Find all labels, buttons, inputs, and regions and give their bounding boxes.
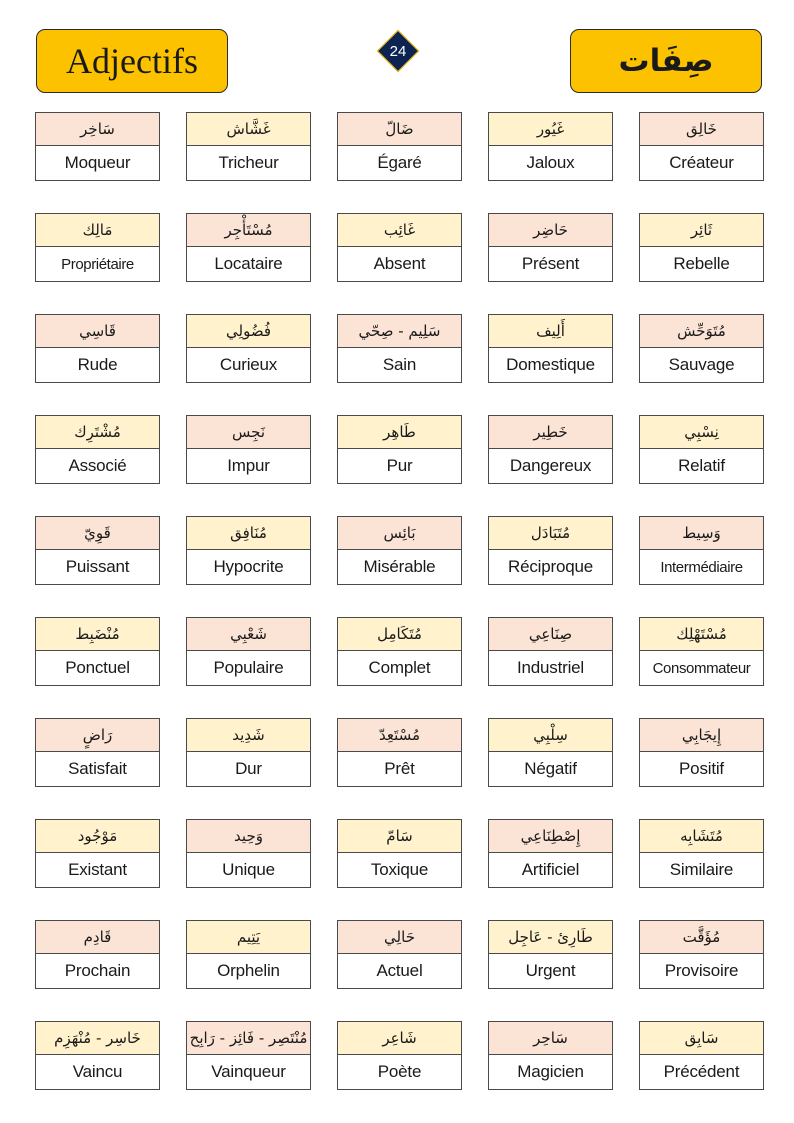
vocab-card (186, 112, 311, 181)
vocab-card (186, 516, 311, 585)
french-word: Actuel (338, 954, 461, 988)
vocab-card (35, 314, 160, 383)
vocab-card (337, 819, 462, 888)
arabic-word: غَيُور (489, 113, 612, 146)
vocabulary-grid (35, 112, 764, 1090)
french-word: Associé (36, 449, 159, 483)
french-word: Rebelle (640, 247, 763, 281)
vocab-card (337, 617, 462, 686)
french-word: Dur (187, 752, 310, 786)
french-word: Provisoire (640, 954, 763, 988)
vocab-card (35, 516, 160, 585)
arabic-word: مُؤَقَّت (640, 921, 763, 954)
french-word: Toxique (338, 853, 461, 887)
vocab-card (186, 1021, 311, 1090)
vocab-card (488, 112, 613, 181)
vocab-card (639, 920, 764, 989)
french-word: Orphelin (187, 954, 310, 988)
arabic-word: مَوْجُود (36, 820, 159, 853)
arabic-word: طَارِئ - عَاجِل (489, 921, 612, 954)
vocab-card (35, 415, 160, 484)
vocab-card (337, 920, 462, 989)
french-word: Positif (640, 752, 763, 786)
arabic-word: مُشْتَرِك (36, 416, 159, 449)
vocab-card (186, 819, 311, 888)
arabic-word: مُسْتَعِدّ (338, 719, 461, 752)
vocab-card (488, 213, 613, 282)
arabic-word: مُنْضَبِط (36, 618, 159, 651)
vocab-card (186, 213, 311, 282)
vocab-card (639, 213, 764, 282)
french-word: Complet (338, 651, 461, 685)
french-word: Urgent (489, 954, 612, 988)
french-word: Poète (338, 1055, 461, 1089)
page-title-french: Adjectifs (36, 29, 228, 93)
arabic-word: سَاحِر (489, 1022, 612, 1055)
vocab-card (639, 1021, 764, 1090)
arabic-word: بَائِس (338, 517, 461, 550)
arabic-word: مُتَشَابِه (640, 820, 763, 853)
arabic-word: خَطِير (489, 416, 612, 449)
vocab-card (35, 112, 160, 181)
french-word: Puissant (36, 550, 159, 584)
french-word: Pur (338, 449, 461, 483)
french-word: Curieux (187, 348, 310, 382)
vocab-card (35, 1021, 160, 1090)
arabic-word: إِصْطِنَاعِي (489, 820, 612, 853)
french-word: Hypocrite (187, 550, 310, 584)
vocab-card (35, 920, 160, 989)
french-word: Consommateur (640, 651, 763, 685)
vocab-card (488, 819, 613, 888)
french-word: Unique (187, 853, 310, 887)
vocab-card (639, 617, 764, 686)
french-word: Négatif (489, 752, 612, 786)
vocab-card (639, 819, 764, 888)
arabic-word: خَاسِر - مُنْهَزِم (36, 1022, 159, 1055)
vocab-card (337, 516, 462, 585)
arabic-word: شَعْبِي (187, 618, 310, 651)
french-word: Sauvage (640, 348, 763, 382)
arabic-word: صِنَاعِي (489, 618, 612, 651)
vocab-card (488, 415, 613, 484)
vocab-card (337, 314, 462, 383)
arabic-word: سَاخِر (36, 113, 159, 146)
french-word: Réciproque (489, 550, 612, 584)
vocab-card (639, 415, 764, 484)
arabic-word: قَوِيّ (36, 517, 159, 550)
arabic-word: نِسْبِي (640, 416, 763, 449)
arabic-word: خَالِق (640, 113, 763, 146)
french-word: Propriétaire (36, 247, 159, 281)
arabic-word: مُسْتَهْلِك (640, 618, 763, 651)
french-word: Présent (489, 247, 612, 281)
vocab-card (337, 718, 462, 787)
arabic-word: شَدِيد (187, 719, 310, 752)
arabic-word: أَلِيف (489, 315, 612, 348)
arabic-word: سَامّ (338, 820, 461, 853)
arabic-word: مَالِك (36, 214, 159, 247)
vocab-card (488, 314, 613, 383)
arabic-word: نَجِس (187, 416, 310, 449)
french-word: Moqueur (36, 146, 159, 180)
french-word: Rude (36, 348, 159, 382)
arabic-word: قَادِم (36, 921, 159, 954)
french-word: Satisfait (36, 752, 159, 786)
french-word: Créateur (640, 146, 763, 180)
arabic-word: فُضُولِي (187, 315, 310, 348)
french-word: Ponctuel (36, 651, 159, 685)
arabic-word: غَشَّاش (187, 113, 310, 146)
arabic-word: إِيجَابِي (640, 719, 763, 752)
french-word: Prochain (36, 954, 159, 988)
vocab-card (337, 112, 462, 181)
arabic-word: قَاسِي (36, 315, 159, 348)
french-word: Précédent (640, 1055, 763, 1089)
french-word: Existant (36, 853, 159, 887)
french-word: Magicien (489, 1055, 612, 1089)
page-number: 24 (389, 42, 407, 60)
page-title-arabic: صِفَات (570, 29, 762, 93)
arabic-word: مُتَبَادَل (489, 517, 612, 550)
arabic-word: حَالِي (338, 921, 461, 954)
french-word: Domestique (489, 348, 612, 382)
french-word: Absent (338, 247, 461, 281)
vocab-card (488, 617, 613, 686)
french-word: Artificiel (489, 853, 612, 887)
french-word: Vaincu (36, 1055, 159, 1089)
vocab-card (35, 617, 160, 686)
vocab-card (186, 617, 311, 686)
french-word: Impur (187, 449, 310, 483)
french-word: Jaloux (489, 146, 612, 180)
vocab-card (35, 819, 160, 888)
french-word: Misérable (338, 550, 461, 584)
vocab-card (337, 213, 462, 282)
french-word: Sain (338, 348, 461, 382)
french-word: Similaire (640, 853, 763, 887)
vocab-card (186, 920, 311, 989)
arabic-word: شَاعِر (338, 1022, 461, 1055)
vocab-card (186, 415, 311, 484)
arabic-word: طَاهِر (338, 416, 461, 449)
french-word: Égaré (338, 146, 461, 180)
vocab-card (639, 516, 764, 585)
vocab-card (639, 112, 764, 181)
arabic-word: مُنْتَصِر - فَائِز - رَابِح (187, 1022, 310, 1055)
french-word: Locataire (187, 247, 310, 281)
arabic-word: غَائِب (338, 214, 461, 247)
french-word: Industriel (489, 651, 612, 685)
arabic-word: سَلِيم - صِحّي (338, 315, 461, 348)
arabic-word: وَحِيد (187, 820, 310, 853)
arabic-word: مُتَكَامِل (338, 618, 461, 651)
french-word: Tricheur (187, 146, 310, 180)
vocab-card (488, 516, 613, 585)
page-number-badge (380, 33, 416, 69)
french-word: Populaire (187, 651, 310, 685)
arabic-word: وَسِيط (640, 517, 763, 550)
arabic-word: مُنَافِق (187, 517, 310, 550)
french-word: Vainqueur (187, 1055, 310, 1089)
french-word: Intermédiaire (640, 550, 763, 584)
vocab-card (186, 314, 311, 383)
french-word: Prêt (338, 752, 461, 786)
vocab-card (337, 1021, 462, 1090)
vocab-card (35, 213, 160, 282)
vocab-card (639, 718, 764, 787)
arabic-word: رَاضٍ (36, 719, 159, 752)
french-word: Dangereux (489, 449, 612, 483)
vocab-card (488, 718, 613, 787)
vocab-card (186, 718, 311, 787)
vocab-card (639, 314, 764, 383)
vocab-card (35, 718, 160, 787)
arabic-word: ضَالّ (338, 113, 461, 146)
arabic-word: مُسْتَأْجِر (187, 214, 310, 247)
arabic-word: سِلْبِي (489, 719, 612, 752)
arabic-word: حَاضِر (489, 214, 612, 247)
arabic-word: يَتِيم (187, 921, 310, 954)
arabic-word: ثَائِر (640, 214, 763, 247)
french-word: Relatif (640, 449, 763, 483)
vocab-card (337, 415, 462, 484)
vocab-card (488, 920, 613, 989)
arabic-word: سَابِق (640, 1022, 763, 1055)
arabic-word: مُتَوَحِّش (640, 315, 763, 348)
vocab-card (488, 1021, 613, 1090)
